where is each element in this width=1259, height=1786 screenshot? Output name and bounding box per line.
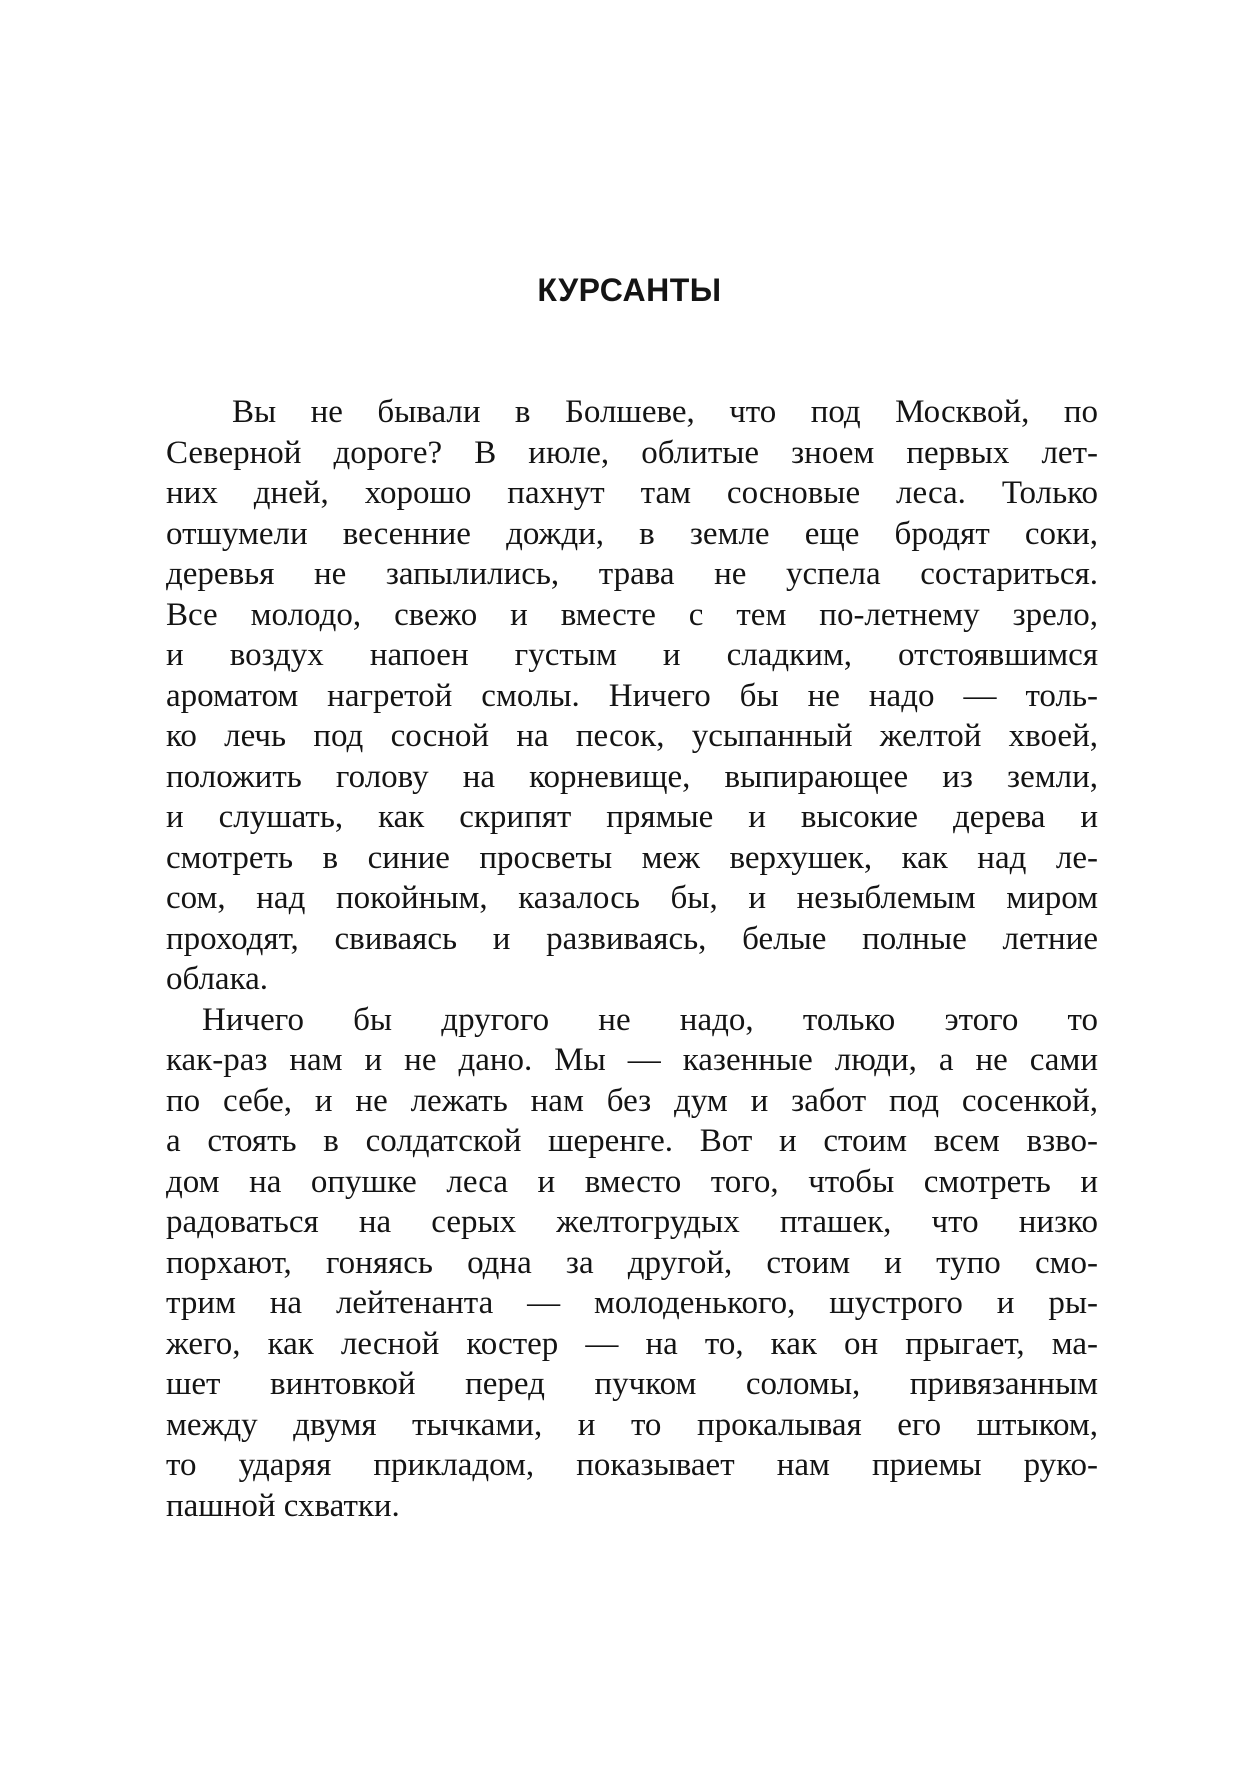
text-line: них дней, хорошо пахнут там сосновые леса. Только [166, 475, 1098, 511]
chapter-title: КУРСАНТЫ [537, 272, 722, 308]
text-line: и слушать, как скрипят прямые и высокие дерева и [166, 799, 1098, 835]
text-line: облака. [166, 961, 269, 997]
text-line: жего, как лесной костер — на то, как он прыгает, ма- [166, 1325, 1098, 1362]
text-line: а стоять в солдатской шеренге. Вот и стоим всем взво- [166, 1123, 1098, 1159]
text-line: радоваться на серых желтогрудых пташек, что низко [166, 1204, 1098, 1240]
chapter-text [166, 392, 1098, 1526]
text-line: пашной схватки. [166, 1487, 400, 1524]
text-line: как-раз нам и не дано. Мы — казенные люди, а не сами [166, 1042, 1098, 1078]
text-line: сом, над покойным, казалось бы, и незыблемым миром [166, 880, 1098, 916]
paragraph [166, 392, 1098, 1000]
text-line: и воздух напоен густым и сладким, отстоявшимся [166, 637, 1098, 673]
text-line: между двумя тычками, и то прокалывая его штыком, [166, 1406, 1098, 1443]
text-line: ароматом нагретой смолы. Ничего бы не надо — толь- [166, 677, 1098, 714]
text-line: проходят, свиваясь и развиваясь, белые полные летние [166, 920, 1098, 957]
text-line: ко лечь под сосной на песок, усыпанный желтой хвоей, [166, 718, 1098, 754]
text-line: то ударяя прикладом, показывает нам приемы руко- [166, 1447, 1098, 1483]
text-line: отшумели весенние дожди, в земле еще бродят соки, [166, 515, 1098, 552]
text-line: шет винтовкой перед пучком соломы, привязанным [166, 1366, 1098, 1402]
text-line: дом на опушке леса и вместо того, чтобы смотреть и [166, 1163, 1098, 1200]
text-line: Северной дороге? В июле, облитые зноем первых лет- [166, 434, 1098, 471]
paragraph [166, 1000, 1098, 1527]
text-line: Ничего бы другого не надо, только этого то [202, 1001, 1098, 1038]
text-line: трим на лейтенанта — молоденького, шустрого и ры- [166, 1285, 1098, 1321]
text-line: порхают, гоняясь одна за другой, стоим и тупо смо- [166, 1244, 1098, 1281]
text-line: деревья не запылились, трава не успела состариться. [166, 556, 1098, 592]
text-line: по себе, и не лежать нам без дум и забот под сосенкой, [166, 1082, 1098, 1119]
text-line: смотреть в синие просветы меж верхушек, как над ле- [166, 839, 1098, 876]
text-line: Вы не бывали в Болшеве, что под Москвой, по [232, 394, 1098, 430]
text-line: Все молодо, свежо и вместе с тем по-летнему зрело, [166, 596, 1098, 633]
text-line: положить голову на корневище, выпирающее из земли, [166, 758, 1098, 795]
